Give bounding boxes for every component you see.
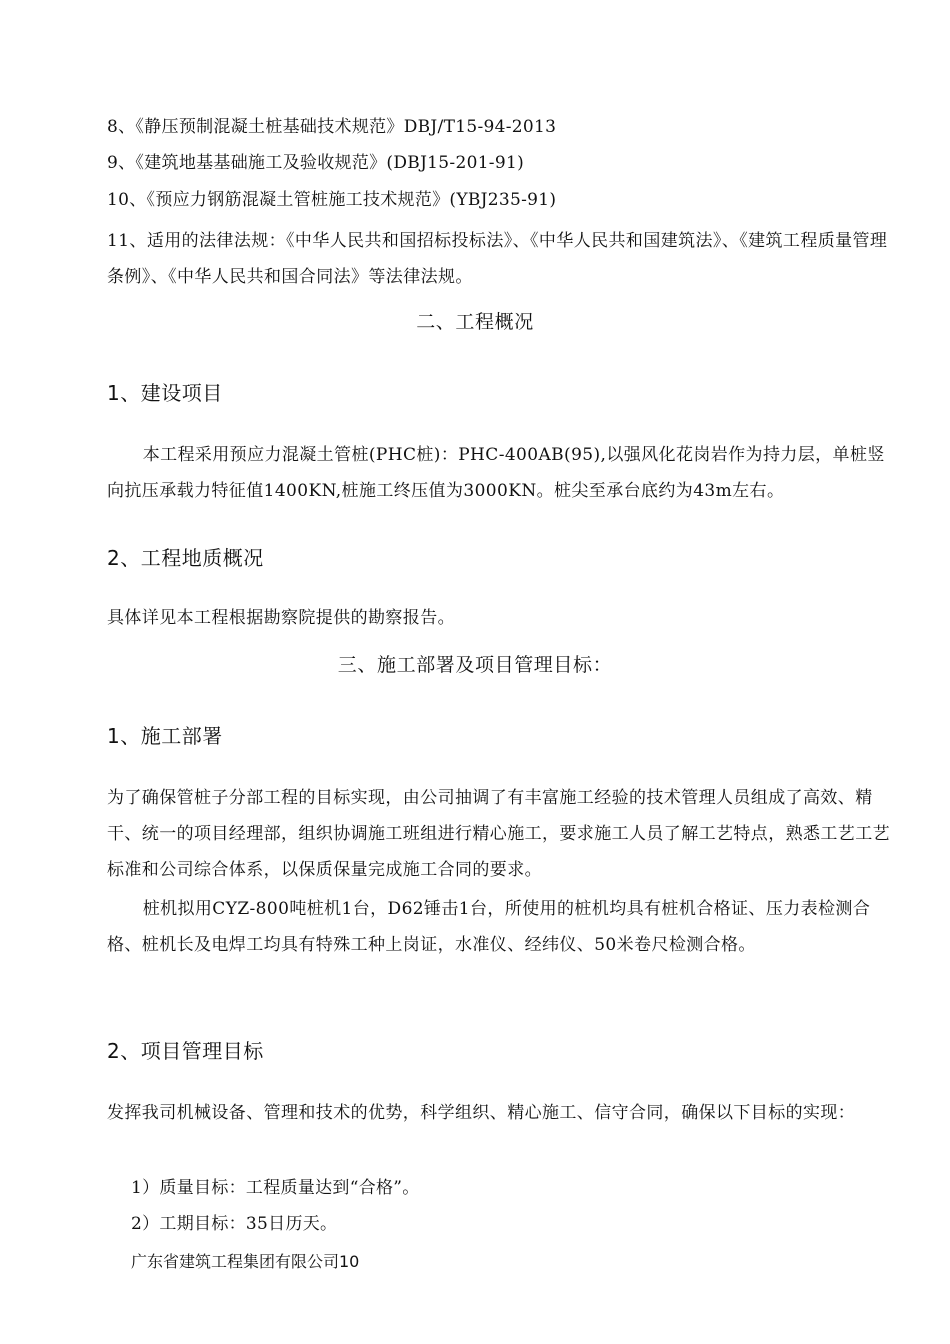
reference-item-11: 11、适用的法律法规：《中华人民共和国招标投标法》、《中华人民共和国建筑法》、《建筑工程质量管理条例》、《中华人民共和国合同法》等法律法规。 (107, 231, 888, 287)
section-title-deployment: 三、施工部署及项目管理目标： (337, 654, 613, 676)
paragraph-management-goals: 发挥我司机械设备、管理和技术的优势，科学组织、精心施工、信守合同，确保以下目标的实现： (107, 1103, 856, 1123)
reference-item-8: 8、《静压预制混凝土桩基础技术规范》DBJ/T15-94-2013 (107, 117, 557, 137)
section-title-overview: 二、工程概况 (416, 311, 534, 333)
paragraph-deployment: 为了确保管桩子分部工程的目标实现，由公司抽调了有丰富施工经验的技术管理人员组成了高效、精干、统一的项目经理部，组织协调施工班组进行精心施工，要求施工人员了解工艺特点，熟悉工艺工艺标准和公司综合体系，以保质保量完成施工合同的要求。 (107, 788, 890, 880)
subheading-deployment: 1、施工部署 (107, 724, 223, 748)
paragraph-project-description: 本工程采用预应力混凝土管桩(PHC桩)：PHC-400AB(95),以强风化花岗岩作为持力层，单桩竖向抗压承载力特征值1400KN,桩施工终压值为3000KN。桩尖至承台底约为43m左右。 (107, 445, 885, 501)
goal-schedule: 2）工期目标：35日历天。 (131, 1214, 338, 1234)
paragraph-equipment: 桩机拟用CYZ-800吨桩机1台，D62锤击1台，所使用的桩机均具有桩机合格证、压力表检测合格、桩机长及电焊工均具有特殊工种上岗证，水准仪、经纬仪、50米卷尺检测合格。 (107, 899, 871, 955)
reference-item-9: 9、《建筑地基基础施工及验收规范》(DBJ15-201-91) (107, 153, 525, 173)
subheading-management-goals: 2、项目管理目标 (107, 1039, 264, 1063)
goal-quality: 1）质量目标：工程质量达到“合格”。 (131, 1178, 420, 1198)
subheading-construction-project: 1、建设项目 (107, 381, 223, 405)
reference-item-10: 10、《预应力钢筋混凝土管桩施工技术规范》(YBJ235-91) (107, 190, 557, 210)
paragraph-geology: 具体详见本工程根据勘察院提供的勘察报告。 (107, 608, 455, 628)
subheading-geology: 2、工程地质概况 (107, 546, 264, 570)
page-footer: 广东省建筑工程集团有限公司10 (131, 1252, 360, 1271)
